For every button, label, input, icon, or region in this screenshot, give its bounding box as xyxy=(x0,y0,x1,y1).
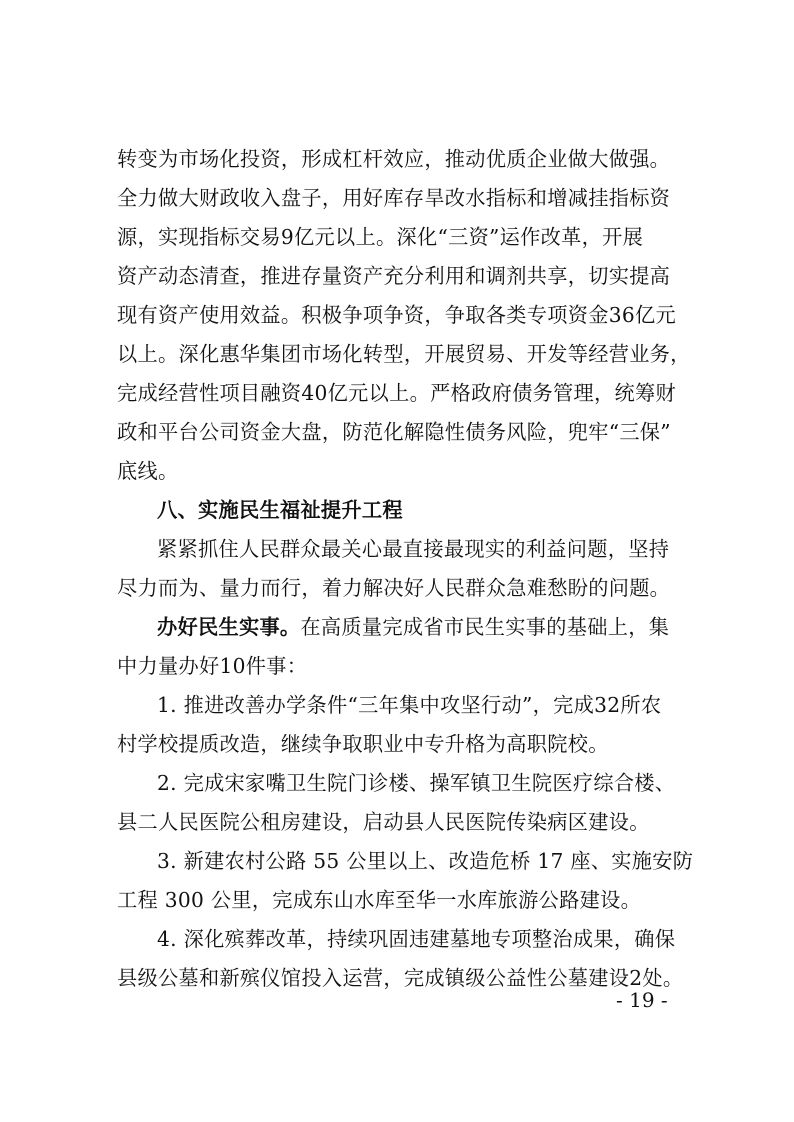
text-line: 尽力而为、量力而行，着力解决好人民群众急难愁盼的问题。 xyxy=(117,576,671,600)
list-item-line: 工程 300 公里，完成东山水库至华一水库旅游公路建设。 xyxy=(117,888,642,912)
list-item-line: 2. 完成宋家嘴卫生院门诊楼、操军镇卫生院医疗综合楼、 xyxy=(157,771,676,795)
subheading-bold: 办好民生实事。 xyxy=(157,615,301,639)
text-line: 全力做大财政收入盘子，用好库存旱改水指标和增减挂指标资 xyxy=(117,186,671,210)
page-number: - 19 - xyxy=(616,988,668,1012)
section-heading: 八、实施民生福祉提升工程 xyxy=(157,498,403,522)
text-line: 紧紧抓住人民群众最关心最直接最现实的利益问题，坚持 xyxy=(157,537,670,561)
text-line: 底线。 xyxy=(117,459,179,483)
text-line: 源，实现指标交易9亿元以上。深化“三资”运作改革，开展 xyxy=(117,225,644,249)
list-item-line: 县级公墓和新殡仪馆投入运营，完成镇级公益性公墓建设2处。 xyxy=(117,966,684,990)
subheading-text: 在高质量完成省市民生实事的基础上，集 xyxy=(300,615,670,639)
text-line: 资产动态清查，推进存量资产充分利用和调剂共享，切实提高 xyxy=(117,264,671,288)
text-line: 现有资产使用效益。积极争项争资，争取各类专项资金36亿元 xyxy=(117,303,676,327)
list-item-line: 村学校提质改造，继续争取职业中专升格为高职院校。 xyxy=(117,732,609,756)
text-line: 以上。深化惠华集团市场化转型，开展贸易、开发等经营业务， xyxy=(117,342,691,366)
text-line: 完成经营性项目融资40亿元以上。严格政府债务管理，统筹财 xyxy=(117,381,676,405)
text-line: 中力量办好10件事： xyxy=(117,654,308,678)
text-line: 转变为市场化投资，形成杠杆效应，推动优质企业做大做强。 xyxy=(117,147,671,171)
list-item-line: 3. 新建农村公路 55 公里以上、改造危桥 17 座、实施安防 xyxy=(157,849,694,873)
list-item-line: 1. 推进改善办学条件“三年集中攻坚行动”，完成32所农 xyxy=(157,693,662,717)
subheading-line xyxy=(157,607,669,647)
list-item-line: 4. 深化殡葬改革，持续巩固违建墓地专项整治成果，确保 xyxy=(157,927,676,951)
list-item-line: 县二人民医院公租房建设，启动县人民医院传染病区建设。 xyxy=(117,810,650,834)
text-line: 政和平台公司资金大盘，防范化解隐性债务风险，兜牢“三保” xyxy=(117,420,671,444)
